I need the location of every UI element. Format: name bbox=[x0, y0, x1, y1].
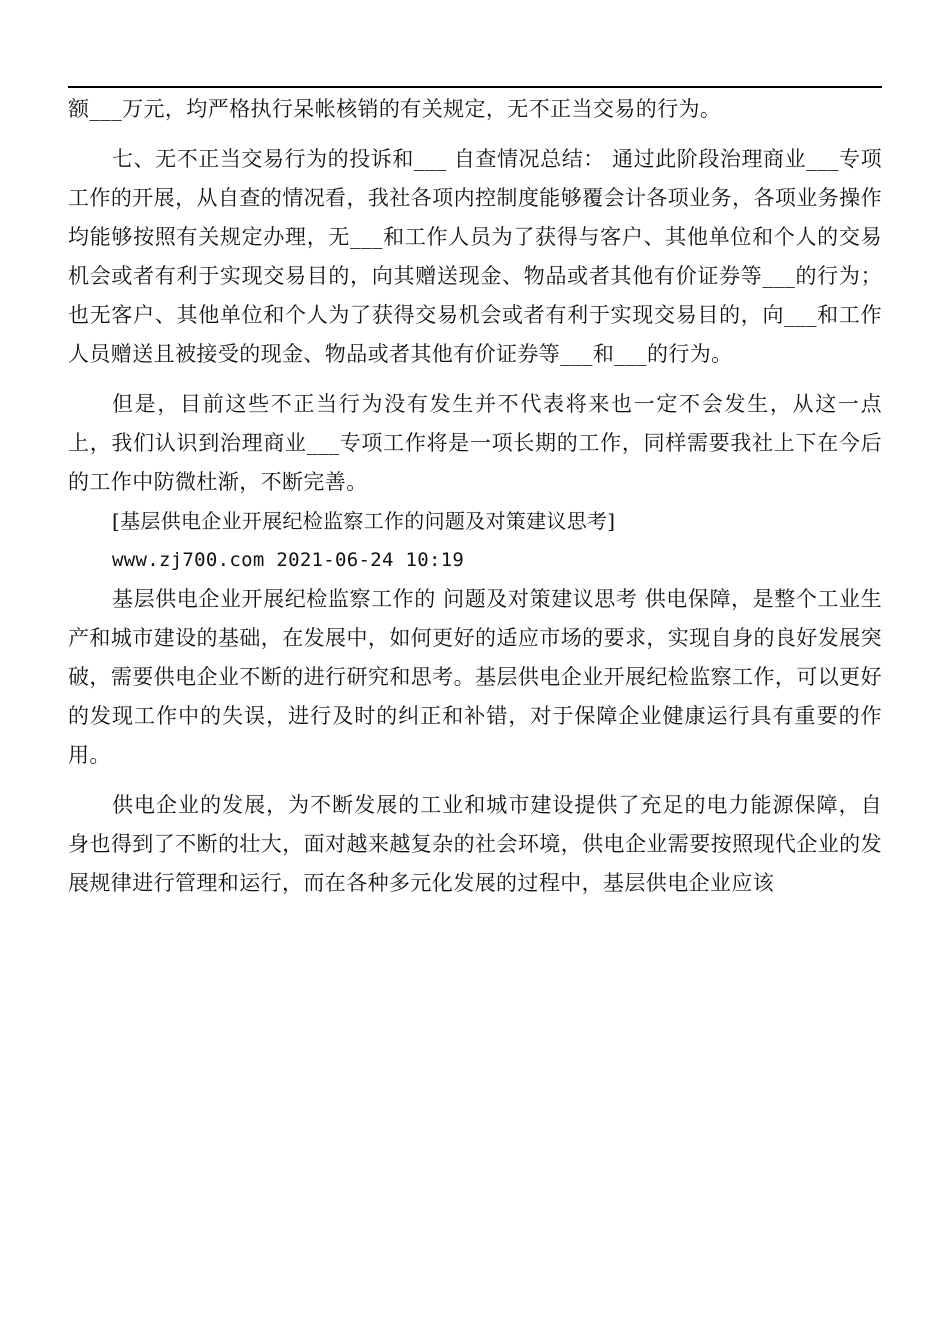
article-title: [基层供电企业开展纪检监察工作的问题及对策建议思考] bbox=[112, 509, 616, 533]
paragraph-article-intro: 基层供电企业开展纪检监察工作的 问题及对策建议思考 供电保障，是整个工业生产和城市建设的基础，在发展中，如何更好的适应市场的要求，实现自身的良好发展突破，需要供电企业不断的进行研究和思考。基层供电企业开展纪检监察工作，可以更好的发现工作中的失误，进行及时的纠正和补错，对于保障企业健康运行具有重要的作用。 bbox=[68, 587, 882, 767]
paragraph-self-check-summary: 七、无不正当交易行为的投诉和___ 自查情况总结： 通过此阶段治理商业___专项工作的开展，从自查的情况看，我社各项内控制度能够覆会计各项业务，各项业务操作均能够按照有关规定办理，无___和工作人员为了获得与客户、其他单位和个人的交易机会或者有利于实现交易目的，向其赠送现金、物品或者其他有价证券等___的行为；也无客户、其他单位和个人为了获得交易机会或者有利于实现交易目的，向___和工作人员赠送且被接受的现金、物品或者其他有价证券等___和___的行为。 bbox=[68, 147, 882, 366]
header-rule bbox=[68, 86, 882, 88]
document-body bbox=[68, 90, 882, 903]
paragraph-continuation: 额___万元，均严格执行呆帐核销的有关规定，无不正当交易的行为。 bbox=[68, 97, 722, 121]
paragraph-conclusion: 但是，目前这些不正当行为没有发生并不代表将来也一定不会发生，从这一点上，我们认识到治理商业___专项工作将是一项长期的工作，同样需要我社上下在今后的工作中防微杜渐，不断完善。 bbox=[68, 392, 882, 494]
paragraph-article-development: 供电企业的发展，为不断发展的工业和城市建设提供了充足的电力能源保障，自身也得到了不断的壮大，面对越来越复杂的社会环境，供电企业需要按照现代企业的发展规律进行管理和运行，而在各种多元化发展的过程中，基层供电企业应该 bbox=[68, 793, 882, 895]
article-source-date: www.zj700.com 2021-06-24 10:19 bbox=[112, 549, 465, 571]
